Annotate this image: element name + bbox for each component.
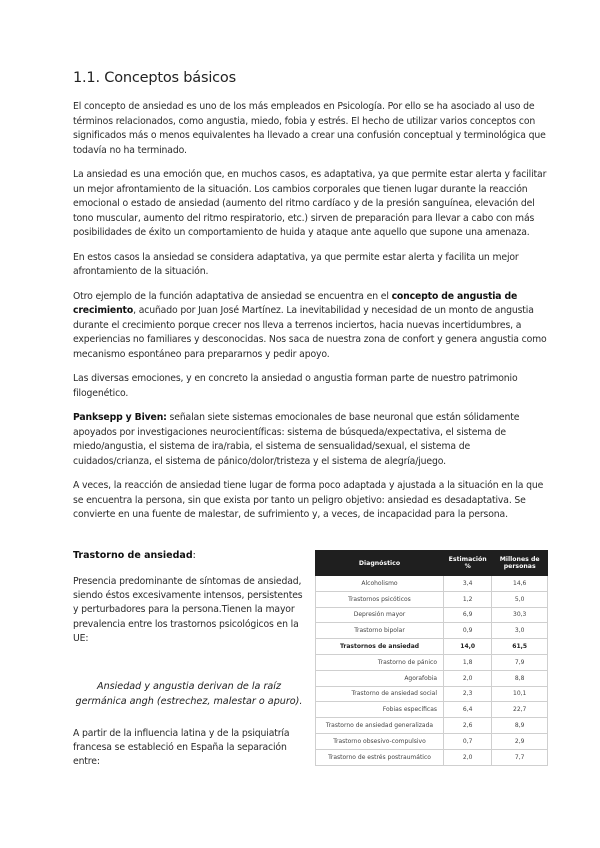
cell-dx: Trastorno de estrés postraumático bbox=[316, 749, 444, 765]
prevalence-table bbox=[315, 550, 548, 766]
latin-influence-text: A partir de la influencia latina y de la psiquiatría francesa se estableció en España la separación entre: bbox=[73, 728, 290, 768]
cell-pct: 14,0 bbox=[444, 639, 492, 655]
cell-dx: Trastorno bipolar bbox=[316, 623, 444, 639]
cell-mil: 30,3 bbox=[492, 607, 548, 623]
etymology-quote: Ansiedad y angustia derivan de la raíz germánica angh (estrechez, malestar o apuro). bbox=[75, 681, 303, 707]
p4-pre: Otro ejemplo de la función adaptativa de ansiedad se encuentra en el bbox=[73, 290, 392, 302]
paragraph-adaptive-summary: En estos casos la ansiedad se considera adaptativa, ya que permite estar alerta y facilita un mejor afrontamiento de la situación. bbox=[73, 251, 519, 277]
cell-pct: 6,9 bbox=[444, 607, 492, 623]
table-row bbox=[316, 686, 548, 702]
cell-pct: 3,4 bbox=[444, 576, 492, 592]
cell-mil: 10,1 bbox=[492, 686, 548, 702]
header-millions: Millones de personas bbox=[492, 551, 548, 576]
cell-dx: Trastorno obsesivo-compulsivo bbox=[316, 733, 444, 749]
header-estimate: Estimación % bbox=[444, 551, 492, 576]
paragraph-maladaptive: A veces, la reacción de ansiedad tiene lugar de forma poco adaptada y ajustada a la situación en la que se encuentra la persona, sin que exista por tanto un peligro objetivo: ansiedad es desadaptativa. Se convierte en una fuente de malestar, de sufrimiento y, a veces, de incapacidad para la persona. bbox=[73, 480, 544, 520]
cell-dx: Depresión mayor bbox=[316, 607, 444, 623]
subheading-text: Trastorno de ansiedad bbox=[73, 550, 193, 561]
paragraph-intro: El concepto de ansiedad es uno de los más empleados en Psicología. Por ello se ha asociado al uso de términos relacionados, como angustia, miedo, fobia y estrés. El hecho de utilizar varios conceptos con significados más o menos equivalentes ha llevado a crear una confusión conceptual y terminológica que todavía no ha terminado. bbox=[73, 101, 546, 156]
cell-mil: 8,9 bbox=[492, 718, 548, 734]
cell-mil: 2,9 bbox=[492, 733, 548, 749]
cell-dx: Trastornos de ansiedad bbox=[316, 639, 444, 655]
cell-pct: 6,4 bbox=[444, 702, 492, 718]
cell-mil: 5,0 bbox=[492, 591, 548, 607]
table-row bbox=[316, 591, 548, 607]
p6-post: señalan siete sistemas emocionales de base neuronal que están sólidamente apoyados por investigaciones neurocientíficas: sistema de búsqueda/expectativa, el sistema de miedo/angustia, el sistema de ira/rabia, el sistema de sensualidad/sexual, el sistema de cuidados/crianza, el sistema de pánico/dolor/tristeza y el sistema de alegría/juego. bbox=[73, 412, 520, 467]
cell-dx: Trastorno de ansiedad generalizada bbox=[316, 718, 444, 734]
disorder-definition: Presencia predominante de síntomas de ansiedad, siendo éstos excesivamente intensos, persistentes y perturbadores para la persona.Tienen la mayor prevalencia entre los trastornos psicológicos en la UE: bbox=[73, 576, 303, 644]
paragraph-panksepp bbox=[73, 411, 548, 469]
p6-bold: Panksepp y Biven: bbox=[73, 412, 167, 423]
cell-pct: 1,2 bbox=[444, 591, 492, 607]
cell-pct: 1,8 bbox=[444, 654, 492, 670]
cell-pct: 0,7 bbox=[444, 733, 492, 749]
cell-pct: 2,0 bbox=[444, 749, 492, 765]
paragraph-phylogenetic: Las diversas emociones, y en concreto la ansiedad o angustia forman parte de nuestro patrimonio filogenético. bbox=[73, 373, 518, 399]
cell-pct: 0,9 bbox=[444, 623, 492, 639]
cell-pct: 2,3 bbox=[444, 686, 492, 702]
cell-dx: Agorafobia bbox=[316, 670, 444, 686]
cell-mil: 7,7 bbox=[492, 749, 548, 765]
table-header-row bbox=[316, 551, 548, 576]
cell-mil: 14,6 bbox=[492, 576, 548, 592]
cell-dx: Fobias específicas bbox=[316, 702, 444, 718]
subheading-anxiety-disorder bbox=[73, 550, 305, 561]
cell-dx: Trastornos psicóticos bbox=[316, 591, 444, 607]
cell-dx: Alcoholismo bbox=[316, 576, 444, 592]
p4-bold: concepto de angustia de crecimiento bbox=[73, 290, 518, 316]
section-heading: 1.1. Conceptos básicos bbox=[73, 70, 236, 86]
paragraph-adaptive: La ansiedad es una emoción que, en muchos casos, es adaptativa, ya que permite estar alerta y facilitar un mejor afrontamiento de la situación. Los cambios corporales que tienen lugar durante la reacción emocional o estado de ansiedad (aumento del ritmo cardíaco y de la presión sanguínea, elevación del tono muscular, aumento del ritmo respiratorio, etc.) sirven de preparación para llevar a cabo con más posibilidades de éxito un comportamiento de huida y ataque ante aquello que supone una amenaza. bbox=[73, 169, 547, 238]
table-row bbox=[316, 733, 548, 749]
cell-dx: Trastorno de ansiedad social bbox=[316, 686, 444, 702]
paragraph-growth-anguish bbox=[73, 290, 548, 363]
bottom-section bbox=[73, 548, 548, 798]
table-row bbox=[316, 749, 548, 765]
cell-pct: 2,0 bbox=[444, 670, 492, 686]
table-row bbox=[316, 623, 548, 639]
table-row bbox=[316, 702, 548, 718]
left-column bbox=[73, 548, 305, 780]
header-diagnosis: Diagnóstico bbox=[316, 551, 444, 576]
table-row bbox=[316, 576, 548, 592]
document-page bbox=[73, 70, 548, 533]
cell-mil: 3,0 bbox=[492, 623, 548, 639]
cell-mil: 8,8 bbox=[492, 670, 548, 686]
table-row bbox=[316, 670, 548, 686]
table-row bbox=[316, 718, 548, 734]
cell-pct: 2,6 bbox=[444, 718, 492, 734]
table-row bbox=[316, 607, 548, 623]
table-row-highlight bbox=[316, 639, 548, 655]
cell-mil: 7,9 bbox=[492, 654, 548, 670]
subheading-colon: : bbox=[192, 550, 196, 561]
cell-mil: 22,7 bbox=[492, 702, 548, 718]
cell-mil: 61,5 bbox=[492, 639, 548, 655]
cell-dx: Trastorno de pánico bbox=[316, 654, 444, 670]
table-row bbox=[316, 654, 548, 670]
p4-post: , acuñado por Juan José Martínez. La inevitabilidad y necesidad de un monto de angustia durante el crecimiento porque crecer nos lleva a terrenos inciertos, hacia nuevas incertidumbres, a experiencias no familiares y desconocidas. Nos saca de nuestra zona de confort y genera angustia como mecanismo espontáneo para prepararnos y pedir apoyo. bbox=[73, 305, 547, 360]
